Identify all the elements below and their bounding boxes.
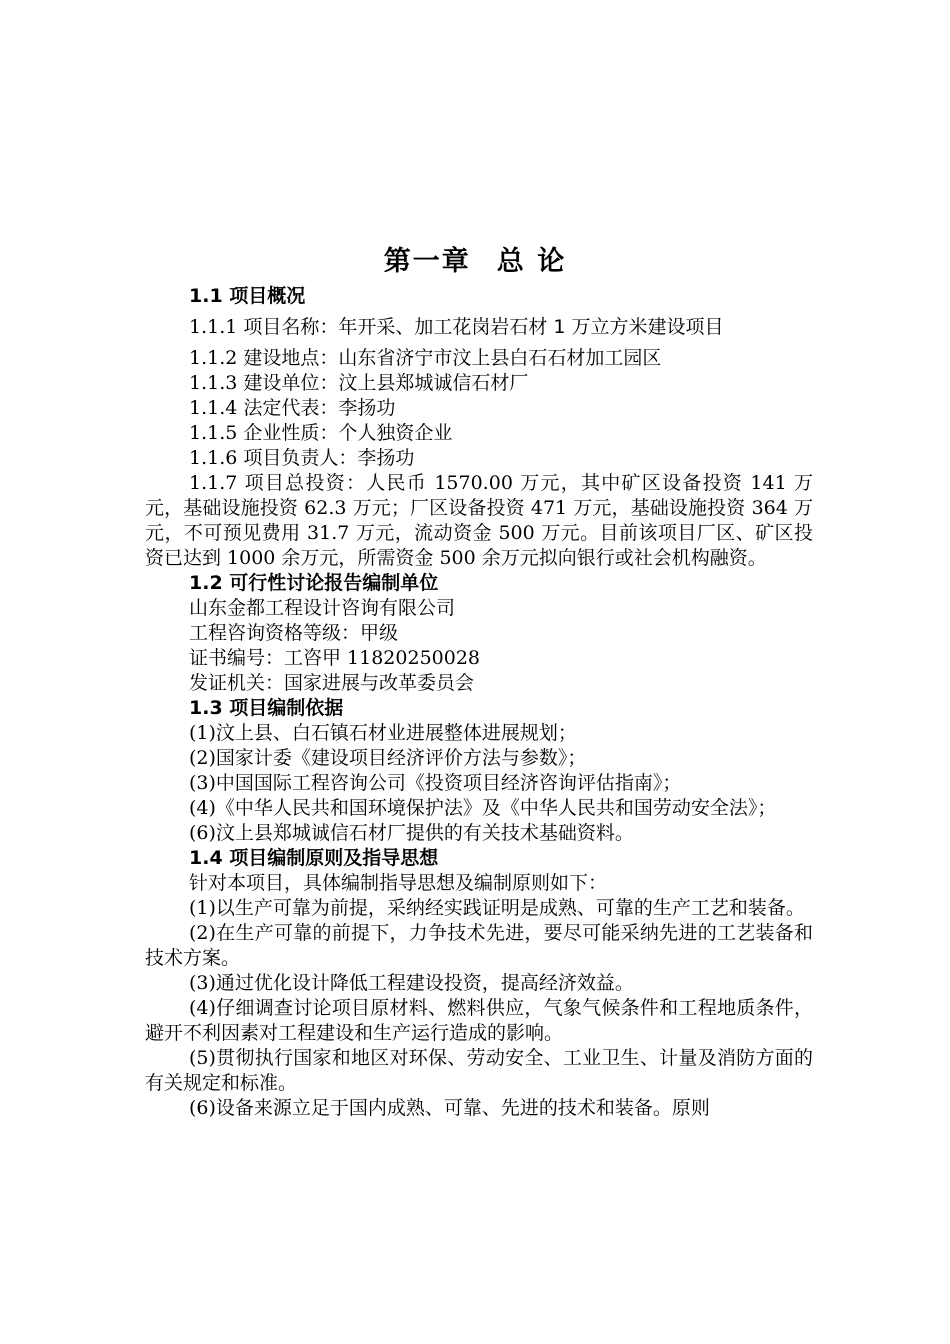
section-heading-1-2: 1.2 可行性讨论报告编制单位 bbox=[189, 572, 439, 594]
principles-intro: 针对本项目，具体编制指导思想及编制原则如下： bbox=[189, 872, 608, 894]
build-unit: 1.1.3 建设单位：汶上县郑城诚信石材厂 bbox=[189, 372, 529, 394]
project-name-label: 1.1.1 项目名称： bbox=[189, 316, 339, 338]
build-location: 1.1.2 建设地点：山东省济宁市汶上县白石石材加工园区 bbox=[189, 347, 662, 369]
principle-item: (5)贯彻执行国家和地区对环保、劳动安全、工业卫生、计量及消防方面的有关规定和标准。 bbox=[145, 1047, 813, 1094]
legal-rep: 1.1.4 法定代表：李扬功 bbox=[189, 397, 396, 419]
issuing-authority: 发证机关：国家进展与改革委员会 bbox=[189, 672, 475, 694]
basis-item: (1)汶上县、白石镇石材业进展整体进展规划； bbox=[189, 722, 577, 744]
principle-item: (2)在生产可靠的前提下，力争技术先进，要尽可能采纳先进的工艺装备和技术方案。 bbox=[145, 922, 813, 969]
basis-item: (4)《中华人民共和国环境保护法》及《中华人民共和国劳动安全法》； bbox=[189, 797, 777, 819]
report-org: 山东金都工程设计咨询有限公司 bbox=[189, 597, 456, 619]
enterprise-type: 1.1.5 企业性质：个人独资企业 bbox=[189, 422, 453, 444]
project-name-line bbox=[145, 315, 813, 340]
principle-item: (4)仔细调查讨论项目原材料、燃料供应，气象气候条件和工程地质条件，避开不利因素对工程建设和生产运行造成的影响。 bbox=[145, 997, 813, 1044]
section-heading-1-4: 1.4 项目编制原则及指导思想 bbox=[189, 847, 439, 869]
basis-item: (2)国家计委《建设项目经济评价方法与参数》； bbox=[189, 747, 587, 769]
basis-item: (6)汶上县郑城诚信石材厂提供的有关技术基础资料。 bbox=[189, 822, 634, 844]
chapter-title bbox=[0, 244, 950, 280]
chapter-number: 第一章 bbox=[383, 246, 471, 277]
principle-item: (1)以生产可靠为前提，采纳经实践证明是成熟、可靠的生产工艺和装备。 bbox=[189, 897, 805, 919]
qualification-grade: 工程咨询资格等级：甲级 bbox=[189, 622, 399, 644]
principle-item: (3)通过优化设计降低工程建设投资，提高经济效益。 bbox=[189, 972, 634, 994]
basis-item: (3)中国国际工程咨询公司《投资项目经济咨询评估指南》； bbox=[189, 772, 682, 794]
total-investment: 1.1.7 项目总投资：人民币 1570.00 万元，其中矿区设备投资 141 万元，基础设施投资 62.3 万元；厂区设备投资 471 万元，基础设施投资 364 万元，不可预见费用 31.7 万元，流动资金 500 万元。目前该项目厂区、矿区投资已达到 1000 余万元，所需资金 500 余万元拟向银行或社会机构融资。 bbox=[145, 472, 813, 569]
principle-item: (6)设备来源立足于国内成熟、可靠、先进的技术和装备。原则 bbox=[189, 1097, 710, 1119]
document-body bbox=[145, 284, 813, 1121]
section-heading-1-1: 1.1 项目概况 bbox=[189, 285, 306, 307]
project-leader: 1.1.6 项目负责人：李扬功 bbox=[189, 447, 415, 469]
chapter-name: 总 论 bbox=[496, 246, 567, 277]
project-name-value: 年开采、加工花岗岩石材 1 万立方米建设项目 bbox=[338, 316, 724, 338]
section-heading-1-3: 1.3 项目编制依据 bbox=[189, 697, 344, 719]
certificate-number: 证书编号：工咨甲 11820250028 bbox=[189, 647, 481, 669]
